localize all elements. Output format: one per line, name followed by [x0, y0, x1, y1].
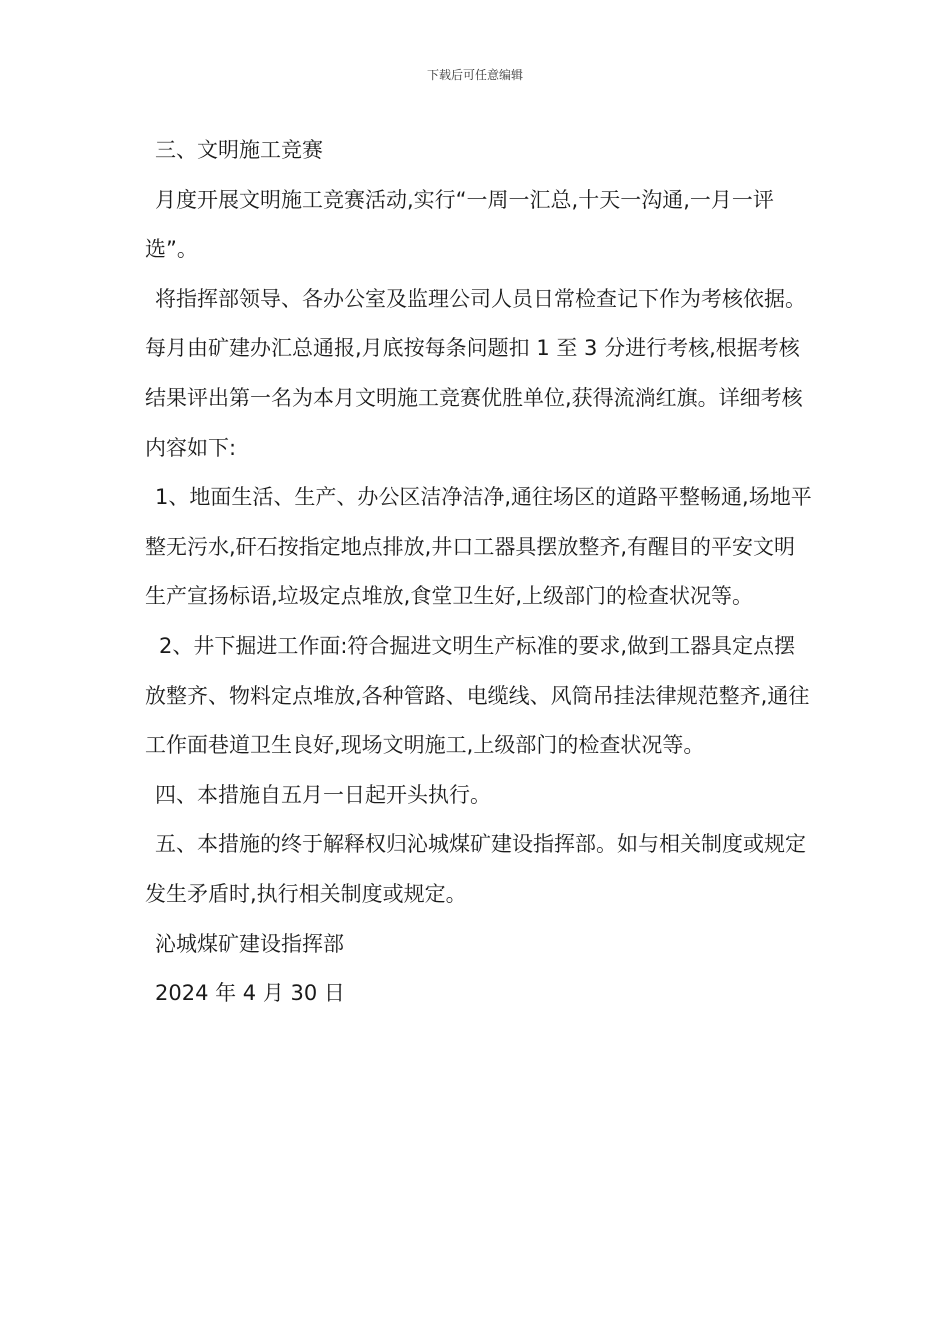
signature-date: 2024 年 4 月 30 日 [155, 981, 345, 1006]
paragraph-assessment-basis: 将指挥部领导、各办公室及监理公司人员日常检查记下作为考核依据。每月由矿建办汇总通报,月底按每条问题扣 1 至 3 分进行考核,根据考核结果评出第一名为本月文明施工竞赛优胜单位,获得流淌红旗。详细考核内容如下: [145, 286, 806, 460]
section-title-4: 四、本措施自五月一日起开头执行。 [155, 782, 491, 807]
list-item-1-surface: 1、地面生活、生产、办公区洁净洁净,通往场区的道路平整畅通,场地平整无污水,矸石按指定地点排放,井口工器具摆放整齐,有醒目的平安文明生产宣扬标语,垃圾定点堆放,食堂卫生好,上级部门的检查状况等。 [145, 485, 812, 609]
header-note: 下载后可任意编辑 [426, 68, 523, 82]
paragraph-competition-activity: 月度开展文明施工竞赛活动,实行“一周一汇总,十天一沟通,一月一评选”。 [145, 187, 774, 262]
section-title-3: 三、文明施工竞赛 [155, 138, 323, 162]
section-title-5: 五、本措施的终于解释权归沁城煤矿建设指挥部。如与相关制度或规定发生矛盾时,执行相关制度或规定。 [145, 832, 806, 906]
list-item-2-underground: 2、井下掘进工作面:符合掘进文明生产标准的要求,做到工器具定点摆放整齐、物料定点堆放,各种管路、电缆线、风筒吊挂法律规范整齐,通往工作面巷道卫生良好,现场文明施工,上级部门的检查状况等。 [145, 633, 810, 758]
signature-organization: 沁城煤矿建设指挥部 [155, 931, 344, 956]
document-body [145, 126, 815, 1019]
